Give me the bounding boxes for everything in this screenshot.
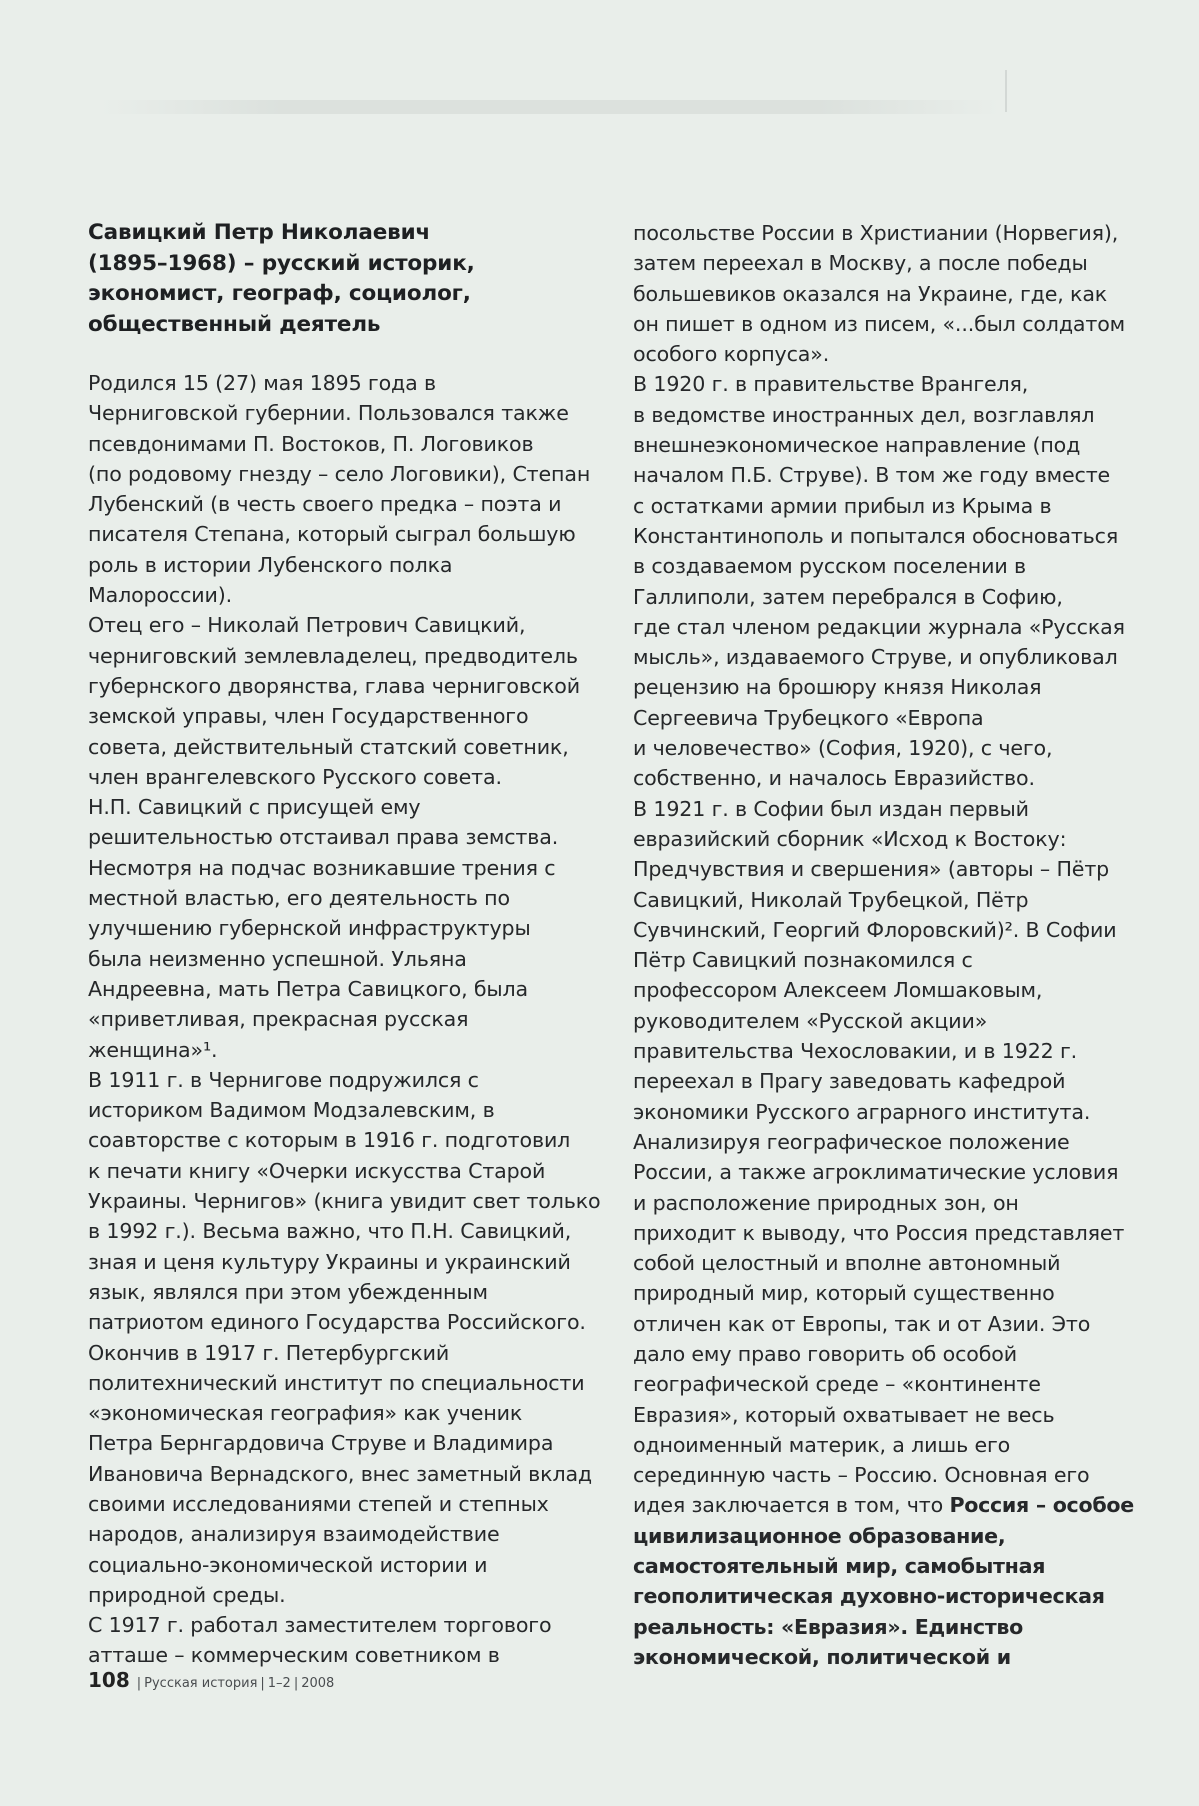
footer-separator: | — [136, 1676, 142, 1691]
left-column — [88, 218, 608, 1671]
paragraph-1921 — [633, 794, 1143, 1673]
paragraph-birth: Родился 15 (27) мая 1895 года в Черниговской губернии. Пользовался также псевдонимами П. Востоков, П. Логовиков (по родовому гнезду – село Логовики), Степан Лубенский (в честь своего предка – поэта и писателя Степана, который сыграл большую роль в истории Лубенского полка Малороссии). — [88, 371, 591, 608]
paragraph-1921-text: В 1921 г. в Софии был издан первый евразийский сборник «Исход к Востоку: Предчувствия и свершения» (авторы – Пётр Савицкий, Николай Трубецкой, Пётр Сувчинский, Георгий Флоровский)². В Софии Пётр Савицкий познакомился с профессором Алексеем Ломшаковым, руководителем «Русской акции» правительства Чехословакии, и в 1922 г. переехал в Прагу заведовать кафедрой экономики Русского аграрного института. Анализируя географическое положение России, а также агроклиматические условия и расположение природных зон, он приходит к выводу, что Россия представляет собой целостный и вполне автономный природный мир, который существенно отличен как от Европы, так и от Азии. Это дало ему право говорить об особой географической среде – «континенте Евразия», который охватывает не весь одноименный материк, а лишь его серединную часть – Россию. Основная его идея заключается в том, что — [633, 796, 1125, 1518]
paragraph-1911: В 1911 г. в Чернигове подружился с историком Вадимом Модзалевским, в соавторстве с которым в 1916 г. подготовил к печати книгу «Очерки искусства Старой Украины. Чернигов» (книга увидит свет только в 1992 г.). Весьма важно, что П.Н. Савицкий, зная и ценя культуру Украины и украинский язык, являлся при этом убежденным патриотом единого Государства Российского. Окончив в 1917 г. Петербургский политехнический институт по специальности «экономическая география» как ученик Петра Бернгардовича Струве и Владимира Ивановича Вернадского, внес заметный вклад своими исследованиями степей и степных народов, анализируя взаимодействие социально-экономической истории и природной среды. — [88, 1067, 601, 1607]
paragraph-embassy: посольстве России в Христиании (Норвегия), затем переехал в Москву, а после победы большевиков оказался на Украине, где, как он пишет в одном из писем, «...был солдатом особого корпуса». — [633, 221, 1126, 367]
page-footer — [88, 1668, 334, 1692]
paragraph-1921-bold-thesis: Россия – особое цивилизационное образование, самостоятельный мир, самобытная геополитическая духовно-историческая реальность: «Евразия». Единство экономической, политической и — [633, 1493, 1134, 1669]
paragraph-1920: В 1920 г. в правительстве Врангеля, в ведомстве иностранных дел, возглавлял внешнеэкономическое направление (под началом П.Б. Струве). В том же году вместе с остатками армии прибыл из Крыма в Константинополь и попытался обосноваться в создаваемом русском поселении в Галлиполи, затем перебрался в Софию, где стал членом редакции журнала «Русская мысль», издаваемого Струве, и опубликовал рецензию на брошюру князя Николая Сергеевича Трубецкого «Европа и человечество» (София, 1920), с чего, собственно, и началось Евразийство. — [633, 372, 1125, 791]
paragraph-1917: С 1917 г. работал заместителем торгового атташе – коммерческим советником в — [88, 1613, 552, 1668]
issue-year: 2008 — [301, 1676, 335, 1691]
bleed-through-rule — [1005, 70, 1007, 112]
journal-name: Русская история — [144, 1676, 258, 1691]
bleed-through-header — [100, 100, 1000, 114]
footer-separator: | — [260, 1676, 265, 1691]
issue-number: 1–2 — [267, 1676, 291, 1691]
footer-separator: | — [293, 1676, 299, 1691]
page-number: 108 — [88, 1668, 130, 1692]
paragraph-father: Отец его – Николай Петрович Савицкий, черниговский землевладелец, предводитель губернского дворянства, глава черниговской земской управы, член Государственного совета, действительный статский советник, член врангелевского Русского совета. Н.П. Савицкий с присущей ему решительностью отстаивал права земства. Несмотря на подчас возникавшие трения с местной властью, его деятельность по улучшению губернской инфраструктуры была неизменно успешной. Ульяна Андреевна, мать Петра Савицкого, была «приветливая, прекрасная русская женщина»¹. — [88, 613, 580, 1062]
article-heading: Савицкий Петр Николаевич (1895–1968) – русский историк, экономист, географ, социолог, общественный деятель — [88, 220, 475, 337]
right-column — [633, 218, 1143, 1672]
